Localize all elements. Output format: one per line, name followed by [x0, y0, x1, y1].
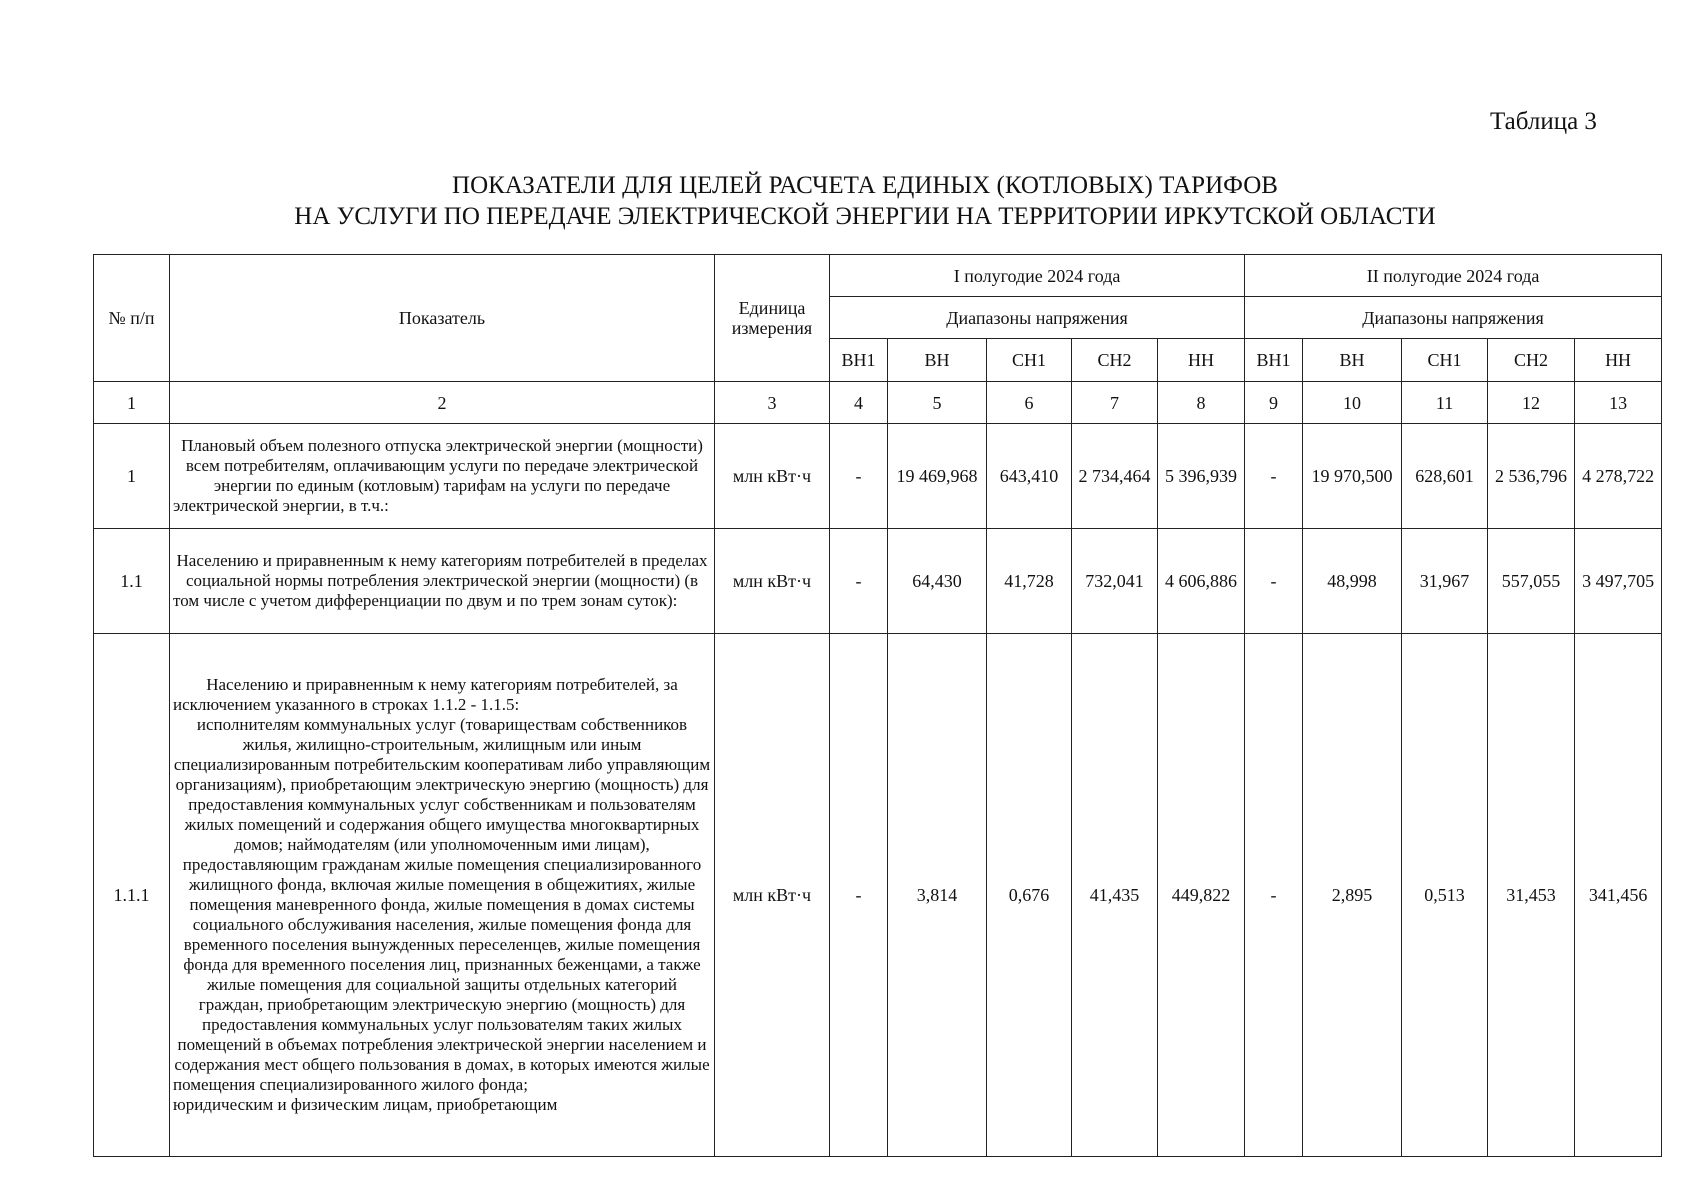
value-cell: 48,998	[1303, 529, 1402, 634]
column-number: 9	[1245, 382, 1303, 424]
document-title-line-2: НА УСЛУГИ ПО ПЕРЕДАЧЕ ЭЛЕКТРИЧЕСКОЙ ЭНЕРГИИ НА ТЕРРИТОРИИ ИРКУТСКОЙ ОБЛАСТИ	[294, 203, 1436, 230]
column-number: 1	[94, 382, 170, 424]
row-unit: млн кВт·ч	[715, 529, 830, 634]
level-header: НН	[1575, 339, 1662, 382]
column-number: 6	[987, 382, 1072, 424]
value-cell: 3 497,705	[1575, 529, 1662, 634]
level-header: ВН1	[830, 339, 888, 382]
document-title-line-1: ПОКАЗАТЕЛИ ДЛЯ ЦЕЛЕЙ РАСЧЕТА ЕДИНЫХ (КОТЛОВЫХ) ТАРИФОВ	[452, 172, 1278, 199]
row-num: 1	[94, 424, 170, 529]
value-cell: 19 970,500	[1303, 424, 1402, 529]
level-header: СН1	[1402, 339, 1488, 382]
header-half1: I полугодие 2024 года	[830, 255, 1245, 297]
value-cell: -	[830, 634, 888, 1157]
value-cell: 557,055	[1488, 529, 1575, 634]
value-cell: 341,456	[1575, 634, 1662, 1157]
value-cell: 0,676	[987, 634, 1072, 1157]
row-unit: млн кВт·ч	[715, 634, 830, 1157]
value-cell: -	[1245, 529, 1303, 634]
value-cell: 31,453	[1488, 634, 1575, 1157]
level-header: СН2	[1488, 339, 1575, 382]
header-half2: II полугодие 2024 года	[1245, 255, 1662, 297]
value-cell: 2 536,796	[1488, 424, 1575, 529]
column-number: 3	[715, 382, 830, 424]
value-cell: -	[830, 424, 888, 529]
table-label: Таблица 3	[1490, 108, 1597, 135]
column-number: 8	[1158, 382, 1245, 424]
column-number: 13	[1575, 382, 1662, 424]
row-num: 1.1	[94, 529, 170, 634]
row-unit: млн кВт·ч	[715, 424, 830, 529]
value-cell: 41,435	[1072, 634, 1158, 1157]
header-num: № п/п	[94, 255, 170, 382]
value-cell: 31,967	[1402, 529, 1488, 634]
value-cell: 2 734,464	[1072, 424, 1158, 529]
header-unit: Единица измерения	[715, 255, 830, 382]
header-voltage-ranges-1: Диапазоны напряжения	[830, 297, 1245, 339]
row-indicator: Населению и приравненным к нему категориям потребителей, за исключением указанного в строках 1.1.2 - 1.1.5: исполнителям коммунальных услуг (товариществам собственников жилья, жилищно-строительным, жилищным или иным специализированным потребительским кооперативам либо управляющим организациям), приобретающим электрическую энергию (мощность) для предоставления коммунальных услуг собственникам и пользователям жилых помещений и содержания общего имущества многоквартирных домов; наймодателям (или уполномоченным ими лицам), предоставляющим гражданам жилые помещения специализированного жилищного фонда, включая жилые помещения в общежитиях, жилые помещения маневренного фонда, жилые помещения в домах системы социального обслуживания населения, жилые помещения фонда для временного поселения вынужденных переселенцев, жилые помещения фонда для временного поселения лиц, признанных беженцами, а также жилые помещения для социальной защиты отдельных категорий граждан, приобретающим электрическую энергию (мощность) для предоставления коммунальных услуг пользователям таких жилых помещений в объемах потребления электрической энергии населением и содержания мест общего пользования в домах, в которых имеются жилые помещения специализированного жилого фонда; юридическим и физическим лицам, приобретающим	[170, 634, 715, 1157]
value-cell: 2,895	[1303, 634, 1402, 1157]
column-number-row	[94, 382, 1662, 424]
column-number: 5	[888, 382, 987, 424]
level-header: СН2	[1072, 339, 1158, 382]
row-indicator: Плановый объем полезного отпуска электрической энергии (мощности) всем потребителям, оплачивающим услуги по передаче электрической энергии по единым (котловым) тарифам на услуги по передаче электрической энергии, в т.ч.:	[170, 424, 715, 529]
value-cell: -	[830, 529, 888, 634]
table-row	[94, 424, 1662, 529]
value-cell: -	[1245, 424, 1303, 529]
header-indicator: Показатель	[170, 255, 715, 382]
level-header: ВН	[888, 339, 987, 382]
row-indicator: Населению и приравненным к нему категориям потребителей в пределах социальной нормы потребления электрической энергии (мощности) (в том числе с учетом дифференциации по двум и по трем зонам суток):	[170, 529, 715, 634]
column-number: 7	[1072, 382, 1158, 424]
level-header: ВН1	[1245, 339, 1303, 382]
value-cell: 19 469,968	[888, 424, 987, 529]
value-cell: 3,814	[888, 634, 987, 1157]
level-header: СН1	[987, 339, 1072, 382]
table-row	[94, 634, 1662, 1157]
value-cell: -	[1245, 634, 1303, 1157]
column-number: 11	[1402, 382, 1488, 424]
column-number: 10	[1303, 382, 1402, 424]
value-cell: 4 606,886	[1158, 529, 1245, 634]
value-cell: 4 278,722	[1575, 424, 1662, 529]
header-voltage-ranges-2: Диапазоны напряжения	[1245, 297, 1662, 339]
column-number: 12	[1488, 382, 1575, 424]
value-cell: 64,430	[888, 529, 987, 634]
value-cell: 643,410	[987, 424, 1072, 529]
row-num: 1.1.1	[94, 634, 170, 1157]
value-cell: 449,822	[1158, 634, 1245, 1157]
value-cell: 628,601	[1402, 424, 1488, 529]
value-cell: 41,728	[987, 529, 1072, 634]
level-header: НН	[1158, 339, 1245, 382]
column-number: 4	[830, 382, 888, 424]
indicators-table	[93, 254, 1662, 1157]
value-cell: 0,513	[1402, 634, 1488, 1157]
level-header: ВН	[1303, 339, 1402, 382]
value-cell: 5 396,939	[1158, 424, 1245, 529]
column-number: 2	[170, 382, 715, 424]
value-cell: 732,041	[1072, 529, 1158, 634]
table-row	[94, 529, 1662, 634]
